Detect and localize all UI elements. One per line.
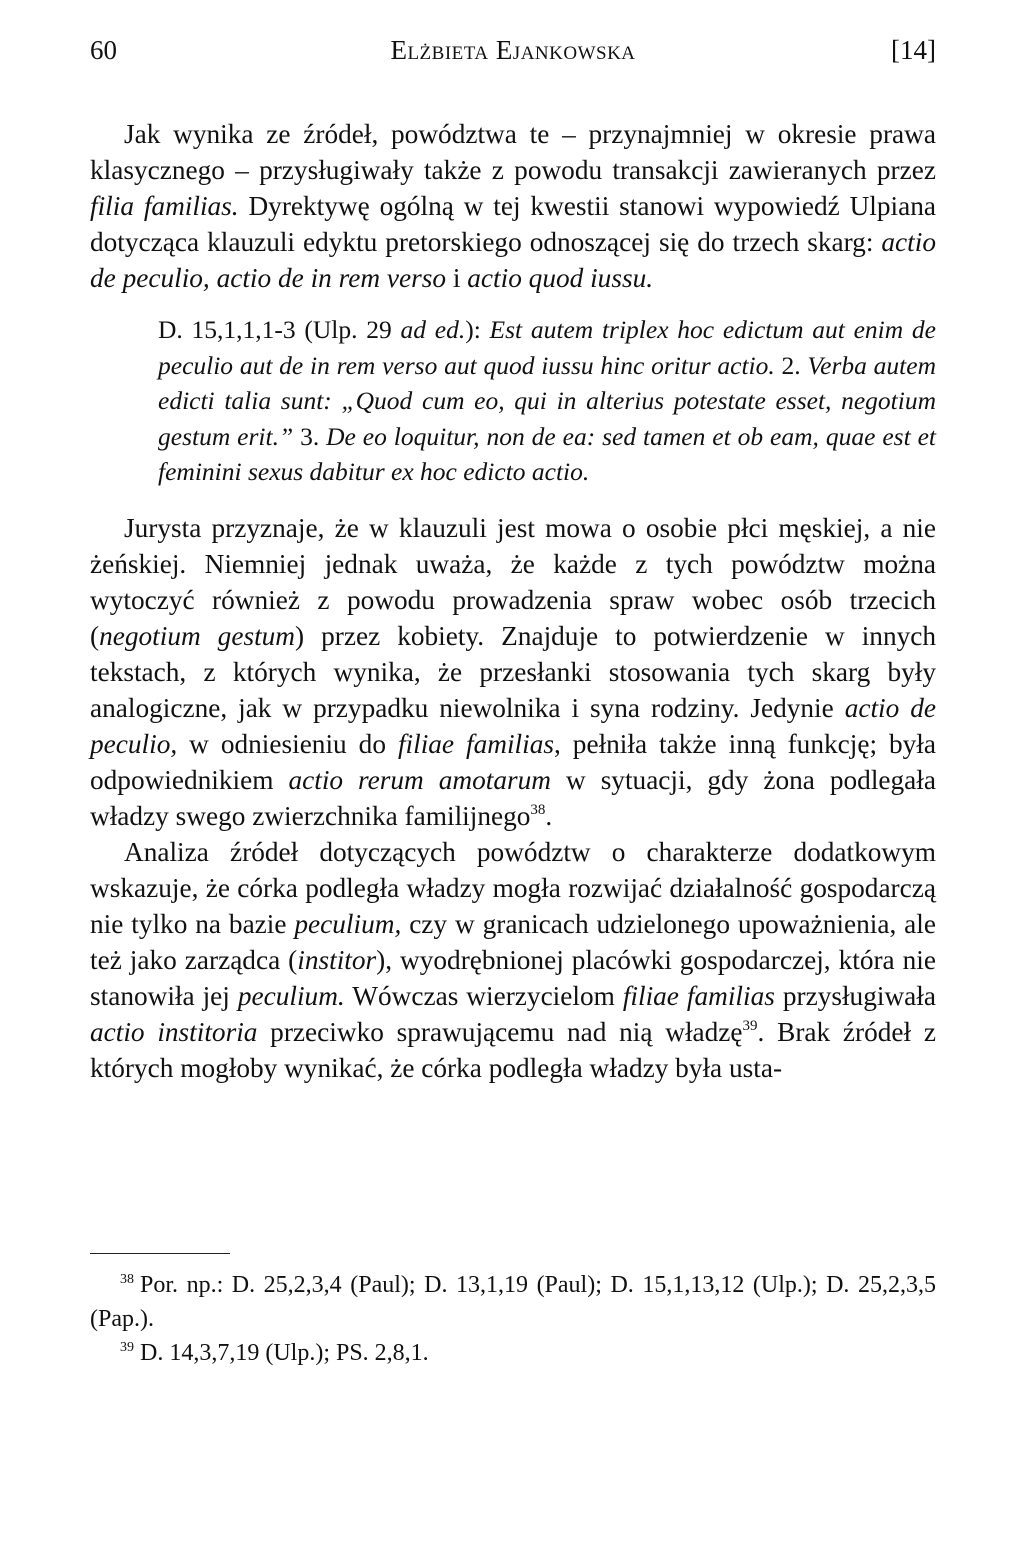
italic-term: ad ed. — [400, 315, 466, 344]
footnote-divider — [90, 1253, 230, 1254]
footnote-ref-39[interactable]: 39 — [742, 1017, 758, 1034]
italic-term: filiae familias — [622, 980, 775, 1011]
footnote-38 — [90, 1268, 936, 1336]
footnote-number: 38 — [120, 1272, 134, 1287]
footnote-number: 39 — [120, 1340, 134, 1355]
text-run: przeciwko sprawującemu nad nią władzę — [257, 1016, 743, 1047]
text-run: . Brak źródeł z których mogłoby wynikać, że córka podległa władzy była usta- — [90, 1016, 936, 1083]
italic-term: filia familias. — [90, 191, 239, 221]
text-run: czy w granicach udzielonego upoważnienia, ale też jako zarządca ( — [90, 908, 936, 975]
text-run: Jurysta przyznaje, że w klauzuli jest mowa o osobie płci męskiej, a nie żeńskiej. Niemniej jednak uważa, że każde z tych powództw można wytoczyć również z powodu prowadzenia spraw wobec osób trzecich ( — [90, 512, 936, 651]
text-run: 2. — [774, 350, 808, 380]
main-text — [90, 116, 936, 1086]
italic-term: actio de peculio, actio de in rem verso — [90, 227, 936, 293]
italic-term: actio de peculio, — [90, 692, 936, 759]
italic-term: peculium, — [294, 908, 402, 939]
footnote-39 — [90, 1336, 936, 1370]
text-run: Dyrektywę ogólną w tej kwestii stanowi wypowiedź Ulpiana dotycząca klauzuli edyktu pretorskiego odnoszącej się do trzech skarg: — [90, 191, 936, 257]
footnote-text: Por. np.: D. 25,2,3,4 (Paul); D. 13,1,19 (Paul); D. 15,1,13,12 (Ulp.); D. 25,2,3,5 (Pap.). — [90, 1272, 936, 1332]
text-run: w sytuacji, gdy żona podlegała władzy swego zwierzchnika familijnego — [90, 764, 936, 831]
footnote-ref-38[interactable]: 38 — [530, 801, 546, 818]
running-header — [90, 30, 936, 70]
text-run: , pełniła także inną funkcję; była odpowiednikiem — [90, 728, 936, 795]
italic-term: actio quod iussu. — [467, 263, 654, 293]
italic-term: actio institoria — [90, 1016, 258, 1047]
text-run: Analiza źródeł dotyczących powództw o charakterze dodatkowym wskazuje, że córka podległa władzy mogła rozwijać działalność gospodarczą nie tylko na bazie — [90, 836, 936, 939]
italic-term: peculium. — [237, 980, 345, 1011]
latin-quote: De eo loquitur, non de ea: sed tamen et ob eam, quae est et feminini sexus dabitur ex hoc edicto actio. — [158, 421, 936, 486]
paragraph-3 — [90, 834, 936, 1086]
footnotes — [90, 1268, 936, 1370]
running-title: Elżbieta Ejankowska — [390, 35, 636, 65]
citation: D. 15,1,1,1-3 (Ulp. 29 — [158, 315, 401, 344]
latin-quote: Verba autem edicti talia sunt: „Quod cum eo, qui in alterius potestate esset, negotium gestum erit.” — [158, 350, 937, 451]
italic-term: negotium gestum — [99, 620, 296, 651]
page-number: 60 — [90, 35, 117, 65]
text-run: Jak wynika ze źródeł, powództwa te – przynajmniej w okresie prawa klasycznego – przysługiwały także z powodu transakcji zawieranych przez — [90, 119, 936, 185]
text-run: w odniesieniu do — [177, 728, 398, 759]
footnote-text: D. 14,3,7,19 (Ulp.); PS. 2,8,1. — [140, 1340, 429, 1366]
text-run: Wówczas wierzycielom — [344, 980, 623, 1011]
paragraph-2 — [90, 510, 936, 834]
text-run: ), wyodrębnionej placówki gospodarczej, która nie stanowiła jej — [90, 944, 936, 1011]
section-number: [14] — [891, 35, 936, 65]
text-run: i — [446, 263, 468, 293]
latin-quote: Est autem triplex hoc edictum aut enim de peculio aut de in rem verso aut quod iussu hinc oritur actio. — [158, 315, 936, 380]
text-run: . — [545, 800, 553, 831]
text-run: 3. — [293, 421, 327, 451]
text-run: ): — [465, 315, 490, 344]
source-quotation — [158, 312, 936, 490]
text-run: przysługiwała — [774, 980, 936, 1011]
italic-term: actio rerum amotarum — [288, 764, 551, 795]
italic-term: institor — [297, 944, 377, 975]
italic-term: filiae familias — [397, 728, 554, 759]
paragraph-1 — [90, 116, 936, 296]
text-run: ) przez kobiety. Znajduje to potwierdzenie w innych tekstach, z których wynika, że przesłanki stosowania tych skarg były analogiczne, jak w przypadku niewolnika i syna rodziny. Jedynie — [90, 620, 937, 723]
